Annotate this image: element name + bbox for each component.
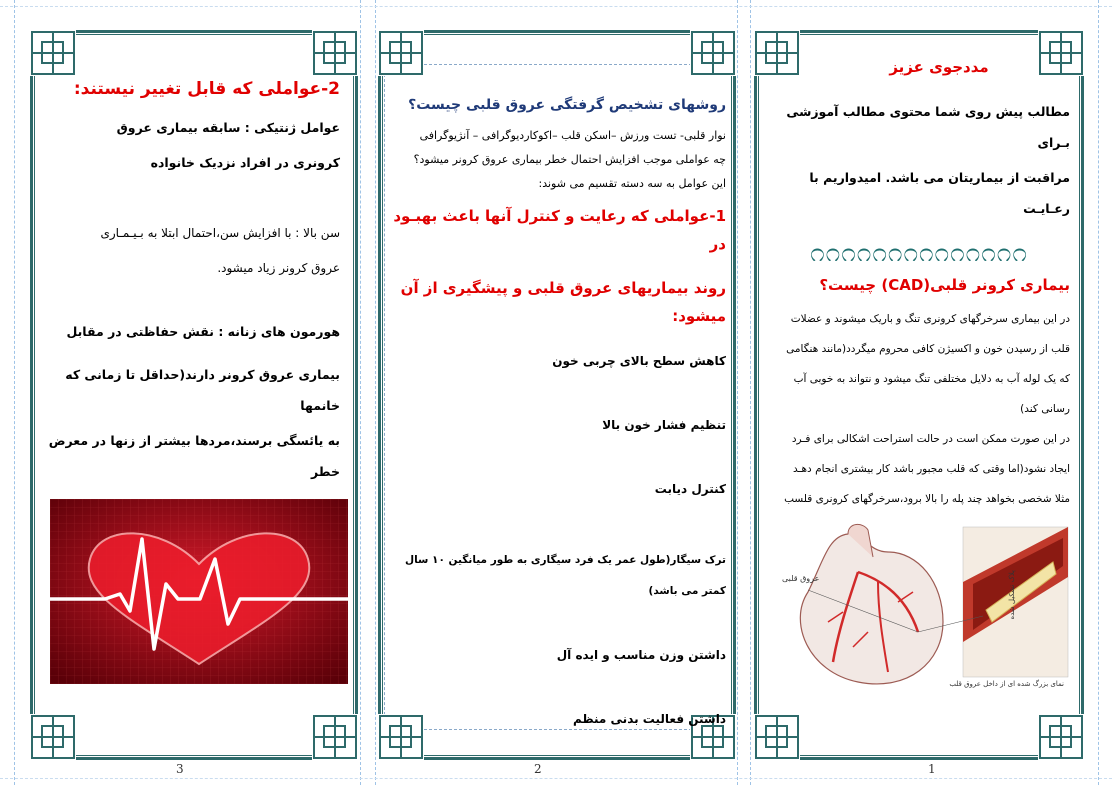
cad-paragraph: رسانی کند) [1020,403,1070,415]
cad-paragraph: ایجاد نشود(اما وقتی که قلب مجبور باشد کار بیشتری انجام دهـد [792,463,1070,475]
hormone-text-3: به یائسگی برسند،مردها بیشتر از زنها در معرض خطر [48,433,340,479]
question-text: چه عواملی موجب افزایش احتمال خطر بیماری عروق کرونر میشود؟ [413,153,726,166]
list-item: تنظیم فشار خون بالا [602,418,726,432]
page-number: 3 [176,762,184,776]
greeting-title: مددجوی عزیز [889,58,989,76]
corner-ornament-icon [378,30,424,76]
list-item: کاهش سطح بالای چربی خون [552,354,726,368]
section-title: روشهای تشخیص گرفتگی عروق قلبی چیست؟ [408,97,726,113]
corner-ornament-icon [312,30,358,76]
age-text: سن بالا : با افزایش سن،احتمال ابتلا به بـیـمـاری [100,226,340,240]
list-item: داشتن وزن مناسب و ایده آل [556,648,726,662]
figure-label-artery: عروق قلبی [782,574,820,583]
panel-middle [378,30,736,760]
corner-ornament-icon [30,30,76,76]
cad-paragraph: در این صورت ممکن است در حالت استراحت اشکالی برای فـرد [791,433,1070,445]
cad-paragraph: که یک لوله آب به دلایل مختلفی تنگ میشود و نتواند به خوبی آب [793,373,1070,385]
factors-heading-2: روند بیماریهای عروق قلبی و پیشگیری از آن میشود: [400,279,726,325]
methods-text: نوار قلبی- تست ورزش –اسکن قلب –اکوکاردیوگرافی – آنژیوگرافی [419,129,726,142]
list-item: داشتن فعالیت بدنی منظم [572,712,726,726]
section-title: 2-عواملی که قابل تغییر نیستند: [73,79,340,99]
intro-text: مطالب پیش روی شما محتوی مطالب آموزشی بـرای [786,104,1070,150]
cad-title: بیماری کرونر قلبی(CAD) چیست؟ [819,276,1070,294]
page-number: 1 [928,762,936,776]
genetic-text: عوامل ژنتیکی : سابقه بیماری عروق [116,120,340,135]
heart-anatomy-image [768,522,1070,692]
hormone-text-2: بیماری عروق کرونر دارند(حداقل تا زمانی که خانمها [65,367,340,413]
cad-paragraph: مثلا شخصی بخواهد چند پله را بالا برود،سرخرگهای کرونری قلسب [784,493,1070,505]
genetic-text-2: کرونری در افراد نزدیک خانواده [150,155,340,170]
page-number: 2 [534,762,542,776]
corner-ornament-icon [690,30,736,76]
factors-heading: 1-عواملی که رعایت و کنترل آنها باعث بهبـود در [393,207,726,253]
age-text-2: عروق کرونر زیاد میشود. [217,261,340,275]
cad-paragraph: در این بیماری سرخرگهای کرونری تنگ و باریک میشوند و عضلات [790,313,1070,325]
figure-caption: نمای بزرگ شده ای از داخل عروق قلب [949,680,1064,688]
panel-left [30,30,358,760]
figure-label-plaque: پلاک تشکیل شده [1008,570,1016,620]
intro-text-2: مراقبت از بیماریتان می باشد. امیدواریم با رعـایـت [809,170,1070,216]
cad-paragraph: قلب از رسیدن خون و اکسیژن کافی محروم میگردد(مانند هنگامی [786,343,1070,355]
hormone-text: هورمون های زنانه : نقش حفاظتی در مقابل [66,324,340,339]
ornament-divider: ೧೧೧೧೧೧೧೧೧೧೧೧೧೧ [810,238,1028,268]
panel-right [754,30,1084,760]
list-item: کنترل دیابت [654,482,726,496]
heart-ekg-image [50,499,348,684]
list-item: ترک سیگار(طول عمر یک فرد سیگاری به طور میانگین ۱۰ سال کمتر می باشد) [405,554,726,597]
groups-text: این عوامل به سه دسته تقسیم می شوند: [538,177,726,190]
